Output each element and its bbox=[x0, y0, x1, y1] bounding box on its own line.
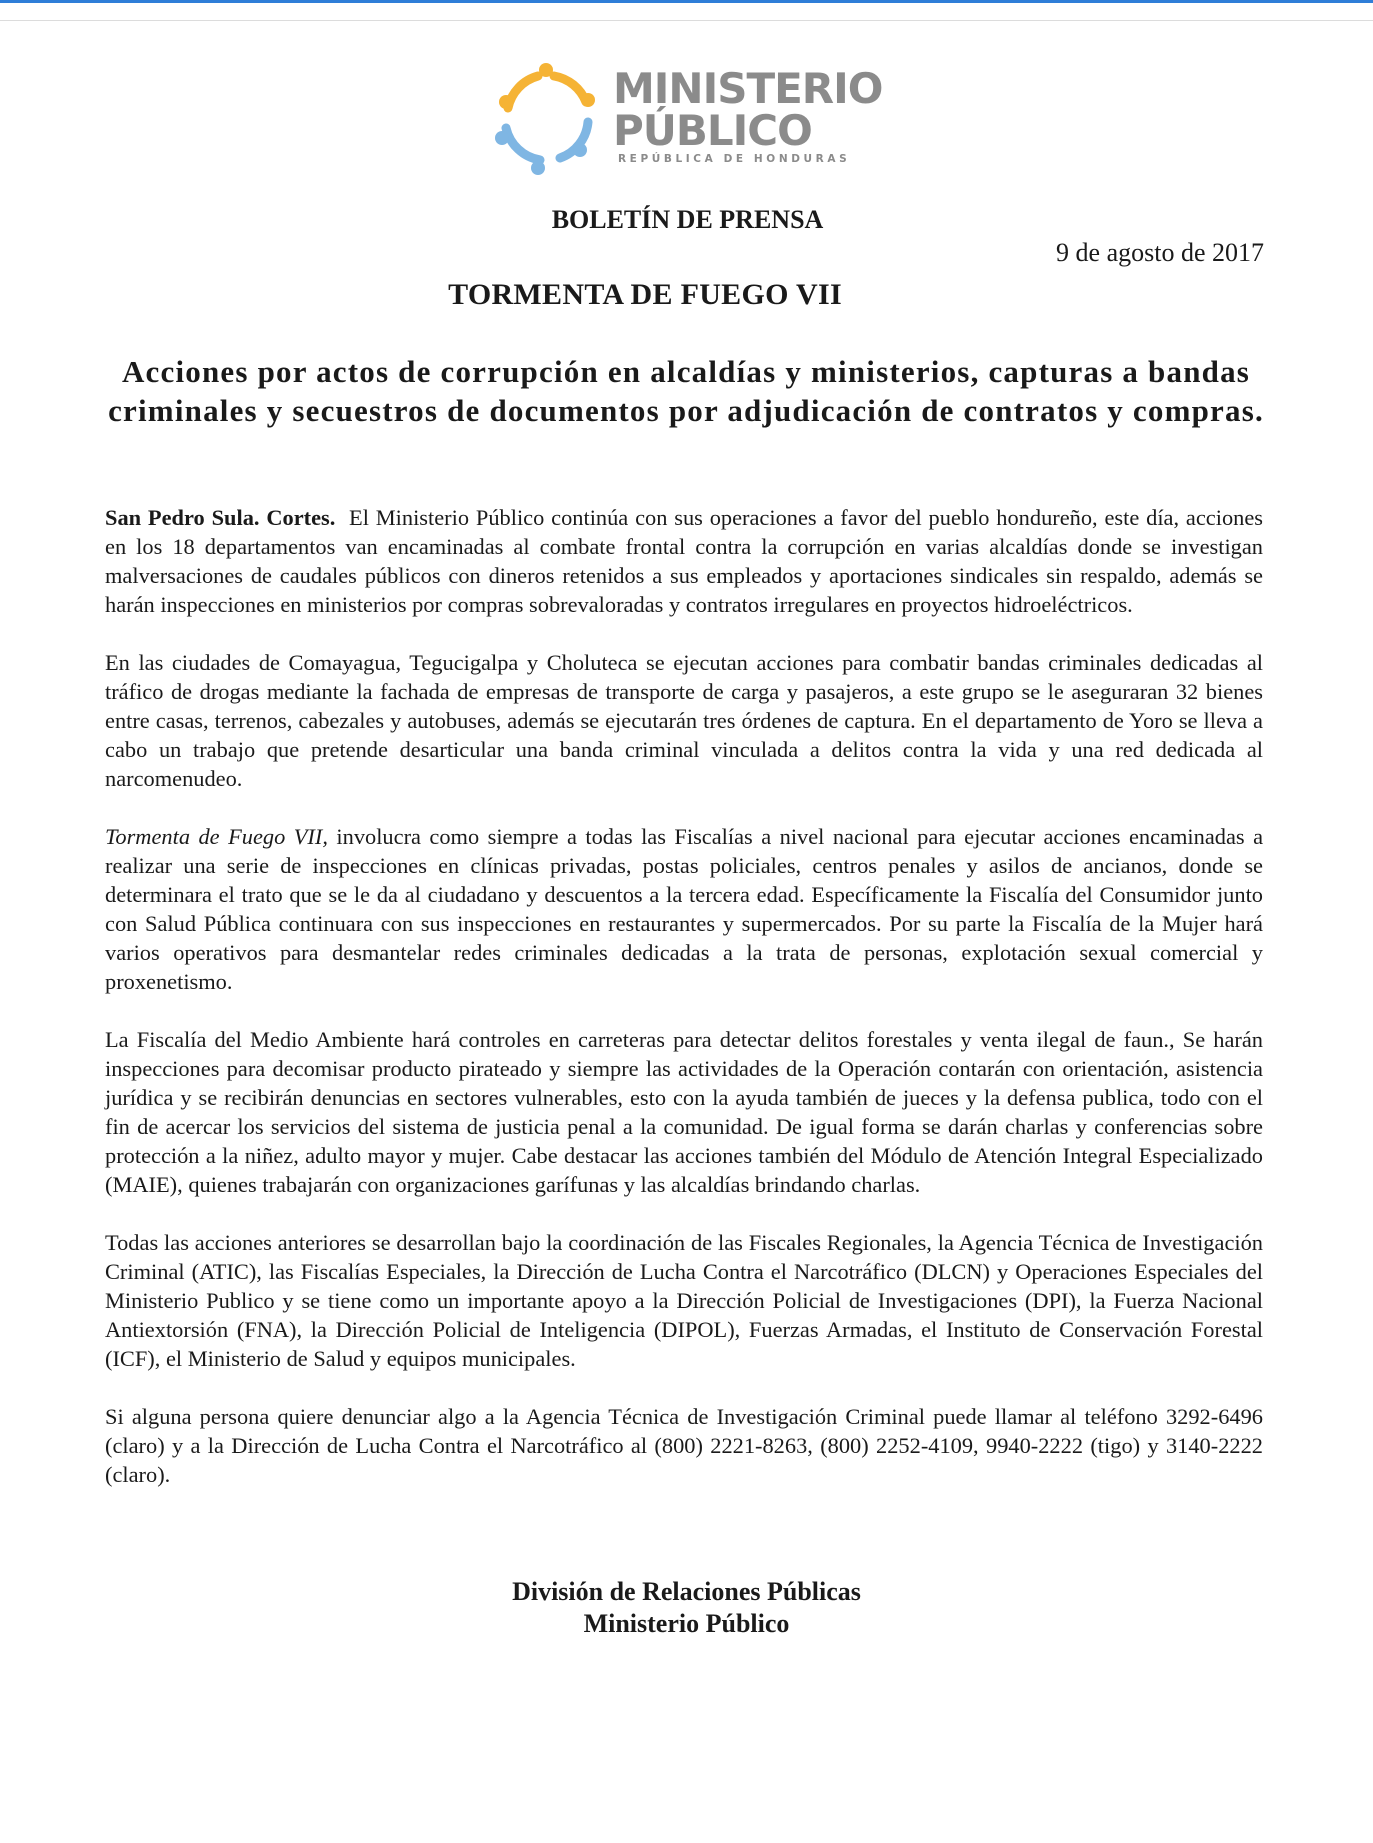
signature-division: División de Relaciones Públicas bbox=[512, 1577, 861, 1606]
paragraph-1-text: El Ministerio Público continúa con sus operaciones a favor del pueblo hondureño, este día, acciones en los 18 departamentos van encaminadas al combate frontal contra la corrupción en varias alcaldías donde se investigan malversaciones de caudales públicos con dineros retenidos a sus empleados y aportaciones sindicales sin respaldo, además se harán inspecciones en ministerios por compras sobrevaloradas y contratos irregulares en proyectos hidroeléctricos. bbox=[105, 505, 1264, 617]
paragraph-1 bbox=[105, 503, 1263, 619]
operation-title: TORMENTA DE FUEGO VII bbox=[448, 278, 842, 311]
dateline: San Pedro Sula. Cortes. bbox=[105, 505, 336, 530]
paragraph-4: La Fiscalía del Medio Ambiente hará controles en carreteras para detectar delitos forestales y venta ilegal de faun., Se harán inspecciones para decomisar producto pirateado y siempre las actividades de la Operación contarán con orientación, asistencia jurídica y se recibirán denuncias en sectores vulnerables, esto con la ayuda también de jueces y la defensa publica, todo con el fin de acercar los servicios del sistema de justicia penal a la comunidad. De igual forma se darán charlas y conferencias sobre protección a la niñez, adulto mayor y mujer. Cabe destacar las acciones también del Módulo de Atención Integral Especializado (MAIE), quienes trabajarán con organizaciones garífunas y las alcaldías brindando charlas. bbox=[105, 1027, 1263, 1197]
operation-name-italic: Tormenta de Fuego VII, bbox=[105, 824, 328, 849]
people-circle-logo-icon bbox=[488, 60, 606, 178]
bulletin-label: BOLETÍN DE PRENSA bbox=[551, 205, 824, 234]
press-headline: Acciones por actos de corrupción en alcaldías y ministerios, capturas a bandas criminales y secuestros de documentos por adjudicación de contratos y compras. bbox=[108, 354, 1264, 428]
paragraph-3-text: involucra como siempre a todas las Fiscalías a nivel nacional para ejecutar acciones encaminadas a realizar una serie de inspecciones en clínicas privadas, postas policiales, centros penales y asilos de ancianos, donde se determinara el trato que se le da al ciudadano y descuentos a la tercera edad. Específicamente la Fiscalía del Consumidor junto con Salud Pública continuara con sus inspecciones en restaurantes y supermercados. Por su parte la Fiscalía de la Mujer hará varios operativos para desmantelar redes criminales dedicadas a la trata de personas, explotación sexual comercial y proxenetismo. bbox=[105, 824, 1264, 994]
ministerio-publico-logo bbox=[488, 60, 883, 178]
logo-subtitle: REPÚBLICA DE HONDURAS bbox=[618, 153, 851, 165]
signature-institution: Ministerio Público bbox=[583, 1609, 790, 1638]
paragraph-5: Todas las acciones anteriores se desarrollan bajo la coordinación de las Fiscales Regionales, la Agencia Técnica de Investigación Criminal (ATIC), las Fiscalías Especiales, la Dirección de Lucha Contra el Narcotráfico (DLCN) y Operaciones Especiales del Ministerio Publico y se tiene como un importante apoyo a la Dirección Policial de Investigaciones (DPI), la Fuerza Nacional Antiextorsión (FNA), la Dirección Policial de Inteligencia (DIPOL), Fuerzas Armadas, el Instituto de Conservación Forestal (ICF), el Ministerio de Salud y equipos municipales. bbox=[105, 1230, 1263, 1371]
logo-title-line2: PÚBLICO bbox=[613, 106, 812, 155]
signature-block bbox=[0, 1576, 1373, 1640]
top-divider bbox=[0, 20, 1373, 21]
paragraph-6: Si alguna persona quiere denunciar algo a la Agencia Técnica de Investigación Criminal puede llamar al teléfono 3292-6496 (claro) y a la Dirección de Lucha Contra el Narcotráfico al (800) 2221-8263, (800) 2252-4109, 9940-2222 (tigo) y 3140-2222 (claro). bbox=[105, 1404, 1263, 1487]
logo-title-line1: MINISTERIO bbox=[613, 64, 883, 113]
paragraph-2: En las ciudades de Comayagua, Tegucigalpa y Choluteca se ejecutan acciones para combatir bandas criminales dedicadas al tráfico de drogas mediante la fachada de empresas de transporte de carga y pasajeros, a este grupo se le aseguraran 32 bienes entre casas, terrenos, cabezales y autobuses, además se ejecutarán tres órdenes de captura. En el departamento de Yoro se lleva a cabo un trabajo que pretende desarticular una banda criminal vinculada a delitos contra la vida y una red dedicada al narcomenudeo. bbox=[105, 650, 1263, 791]
top-accent-bar bbox=[0, 0, 1373, 3]
press-body bbox=[105, 503, 1263, 1518]
paragraph-3 bbox=[105, 822, 1263, 996]
press-date: 9 de agosto de 2017 bbox=[1056, 238, 1264, 267]
